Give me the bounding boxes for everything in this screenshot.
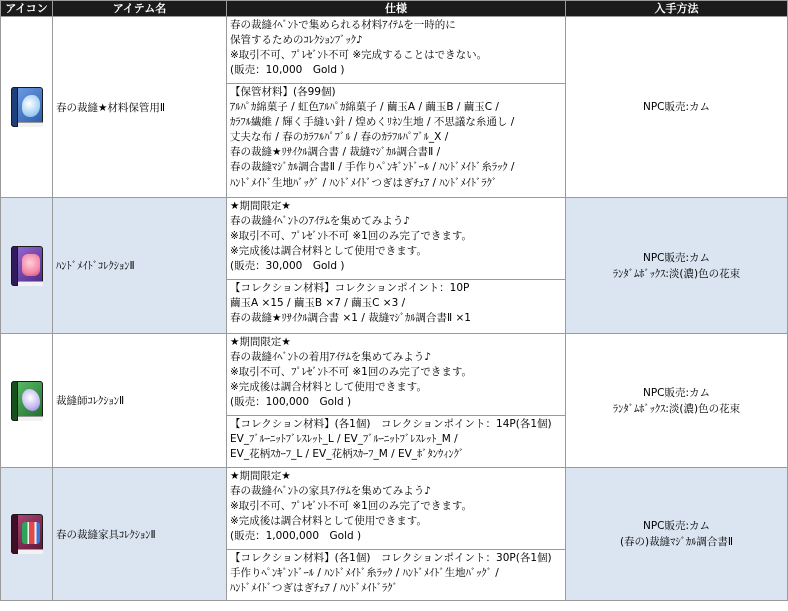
header-spec: 仕様 <box>227 1 566 17</box>
spec-description: ★期間限定★ 春の裁縫ｲﾍﾞﾝﾄの着用ｱｲﾃﾑを集めてみよう♪ ※取引不可、ﾌﾟﾚｾﾞﾝﾄ不可 ※1回のみ完了できます。 ※完成後は調合材料として使用できます。 (販売：100,000 Gold ) <box>227 334 566 416</box>
item-name: 春の裁縫★材料保管用Ⅱ <box>53 17 227 198</box>
item-name: 裁縫師ｺﾚｸｼｮﾝⅡ <box>53 334 227 468</box>
icon-cell <box>1 468 53 601</box>
table-row <box>1 468 788 550</box>
furniture-collection-book-icon <box>9 512 45 556</box>
storage-book-icon <box>9 85 45 129</box>
spec-materials: 【保管材料】(各99個) ｱﾙﾊﾟｶ綿菓子 / 虹色ｱﾙﾊﾟｶ綿菓子 / 繭玉A / 繭玉B / 繭玉C / ｶﾗﾌﾙ繊維 / 輝く手縫い針 / 煌めくﾘﾈﾝ生地 / 不思議な糸通し / 丈夫な布 / 春のｶﾗﾌﾙﾊﾟﾌﾞﾙ / 春のｶﾗﾌﾙﾊﾟﾌﾞﾙ_X / 春の裁縫★ﾘｻｲｸﾙ調合書 / 裁縫ﾏｼﾞｶﾙ調合書Ⅱ / 春の裁縫ﾏｼﾞｶﾙ調合書Ⅱ / 手作りﾍﾟﾝｷﾞﾝﾄﾞｰﾙ / ﾊﾝﾄﾞﾒｲﾄﾞ糸ﾗｯｸ / ﾊﾝﾄﾞﾒｲﾄﾞ生地ﾊﾞｯｸﾞ / ﾊﾝﾄﾞﾒｲﾄﾞつぎはぎﾁｪｱ / ﾊﾝﾄﾞﾒｲﾄﾞﾗｸﾞ <box>227 84 566 198</box>
how-to-get: NPC販売:カム <box>566 17 788 198</box>
spec-materials: 【コレクション材料】(各1個) コレクションポイント：14P(各1個) EV_ﾌﾞﾙｰﾆｯﾄﾌﾞﾚｽﾚｯﾄ_L / EV_ﾌﾞﾙｰﾆｯﾄﾌﾞﾚｽﾚｯﾄ_M / EV_花柄ｽｶｰﾌ_L / EV_花柄ｽｶｰﾌ_M / EV_ﾎﾞﾀﾝｳｨﾝｸﾞ <box>227 416 566 468</box>
table-row <box>1 17 788 84</box>
item-name: ﾊﾝﾄﾞﾒｲﾄﾞｺﾚｸｼｮﾝⅡ <box>53 198 227 334</box>
table-row <box>1 334 788 416</box>
table-row <box>1 198 788 280</box>
spec-description: ★期間限定★ 春の裁縫ｲﾍﾞﾝﾄの家具ｱｲﾃﾑを集めてみよう♪ ※取引不可、ﾌﾟﾚｾﾞﾝﾄ不可 ※1回のみ完了できます。 ※完成後は調合材料として使用できます。 (販売：1,000,000 Gold ) <box>227 468 566 550</box>
table-header <box>1 1 788 17</box>
spec-materials: 【コレクション材料】コレクションポイント：10P 繭玉A ×15 / 繭玉B ×7 / 繭玉C ×3 / 春の裁縫★ﾘｻｲｸﾙ調合書 ×1 / 裁縫ﾏｼﾞｶﾙ調合書Ⅱ ×1 <box>227 280 566 334</box>
spec-description: 春の裁縫ｲﾍﾞﾝﾄで集められる材料ｱｲﾃﾑを一時的に 保管するためのｺﾚｸｼｮﾝﾌﾞｯｸ♪ ※取引不可、ﾌﾟﾚｾﾞﾝﾄ不可 ※完成することはできない。 (販売：10,000 Gold ) <box>227 17 566 84</box>
spec-description: ★期間限定★ 春の裁縫ｲﾍﾞﾝﾄのｱｲﾃﾑを集めてみよう♪ ※取引不可、ﾌﾟﾚｾﾞﾝﾄ不可 ※1回のみ完了できます。 ※完成後は調合材料として使用できます。 (販売：30,000 Gold ) <box>227 198 566 280</box>
item-name: 春の裁縫家具ｺﾚｸｼｮﾝⅡ <box>53 468 227 601</box>
how-to-get: NPC販売:カム (春の)裁縫ﾏｼﾞｶﾙ調合書Ⅱ <box>566 468 788 601</box>
tailor-collection-book-icon <box>9 379 45 423</box>
how-to-get: NPC販売:カム ﾗﾝﾀﾞﾑﾎﾞｯｸｽ:淡(濃)色の花束 <box>566 198 788 334</box>
icon-cell <box>1 198 53 334</box>
header-item-name: アイテム名 <box>53 1 227 17</box>
how-to-get: NPC販売:カム ﾗﾝﾀﾞﾑﾎﾞｯｸｽ:淡(濃)色の花束 <box>566 334 788 468</box>
spec-materials: 【コレクション材料】(各1個) コレクションポイント：30P(各1個) 手作りﾍﾟﾝｷﾞﾝﾄﾞｰﾙ / ﾊﾝﾄﾞﾒｲﾄﾞ糸ﾗｯｸ / ﾊﾝﾄﾞﾒｲﾄﾞ生地ﾊﾞｯｸﾞ / ﾊﾝﾄﾞﾒｲﾄﾞつぎはぎﾁｪｱ / ﾊﾝﾄﾞﾒｲﾄﾞﾗｸﾞ <box>227 550 566 601</box>
header-how-to-get: 入手方法 <box>566 1 788 17</box>
icon-cell <box>1 334 53 468</box>
header-icon: アイコン <box>1 1 53 17</box>
icon-cell <box>1 17 53 198</box>
handmade-collection-book-icon <box>9 244 45 288</box>
